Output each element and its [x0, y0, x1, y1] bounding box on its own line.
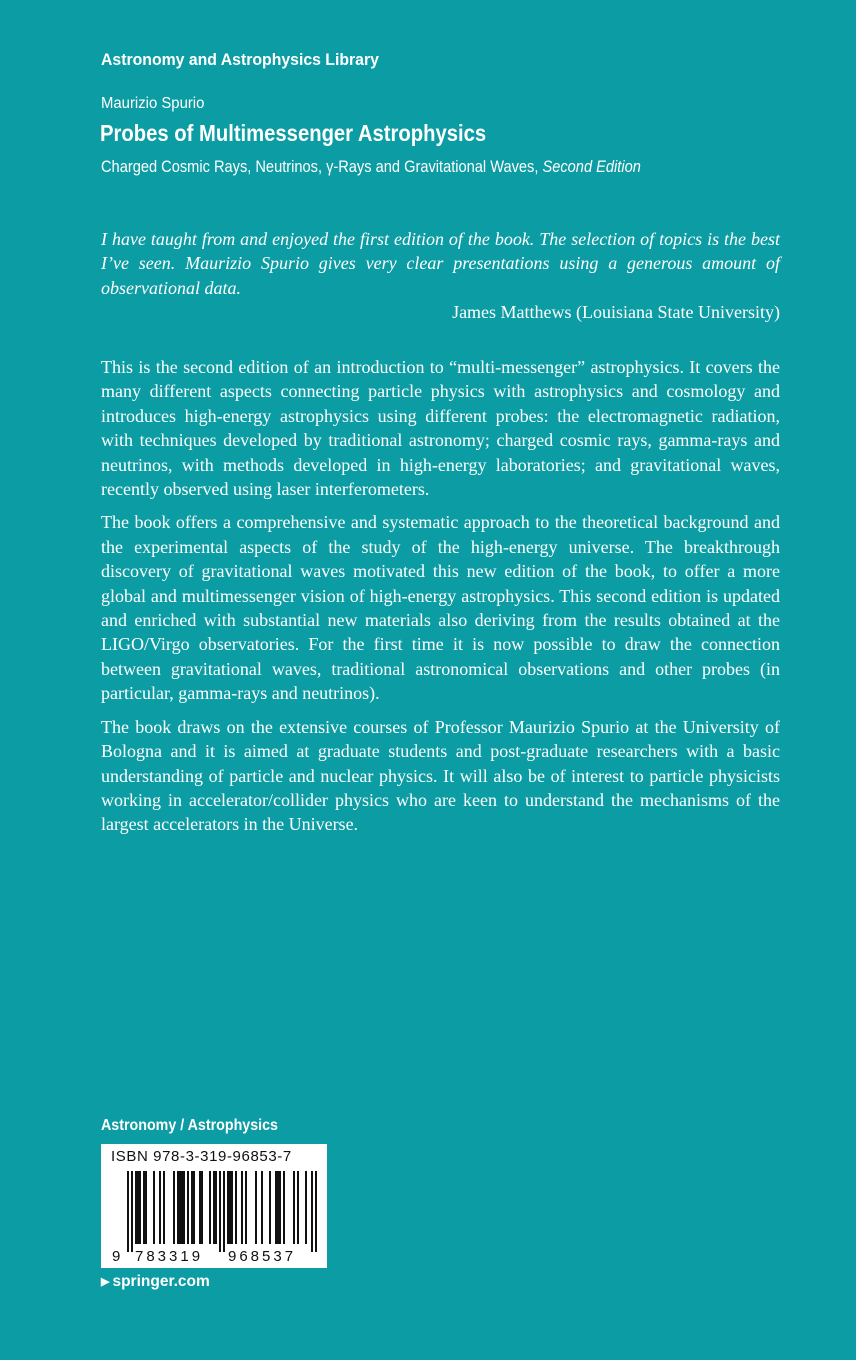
barcode-bar [315, 1171, 317, 1252]
play-arrow-icon: ▶ [101, 1276, 110, 1288]
blurb [101, 355, 780, 846]
barcode-bar [201, 1171, 203, 1244]
blurb-paragraph: The book draws on the extensive courses of Professor Maurizio Spurio at the University of Bologna and it is aimed at graduate students and post-graduate researchers with a basic understanding of particle and nuclear physics. It will also be of interest to particle physicists working in accelerator/collider physics who are keen to understand the mechanisms of the largest accelerators in the Universe. [101, 716, 780, 835]
barcode-bar [183, 1171, 185, 1244]
barcode-digits-left: 783319 [135, 1248, 204, 1265]
review-quote: I have taught from and enjoyed the first edition of the book. The selection of topics is the best I’ve seen. Maurizio Spurio gives very clear presentations using a generous amount of observational data. [101, 229, 780, 298]
book-subtitle [101, 157, 641, 177]
series-name: Astronomy and Astrophysics Library [101, 50, 379, 69]
barcode-bar [127, 1171, 129, 1252]
barcode-digits-right: 968537 [228, 1248, 297, 1265]
barcode-bar [179, 1171, 181, 1244]
barcode-bar [187, 1171, 189, 1244]
barcode-bar [305, 1171, 307, 1244]
barcode-bar [209, 1171, 211, 1244]
barcode-bar [163, 1171, 165, 1244]
barcode-bar [139, 1171, 141, 1244]
barcode-bar [235, 1171, 237, 1244]
barcode-bar [137, 1171, 139, 1244]
barcode-bar [275, 1171, 277, 1244]
barcode-bar [145, 1171, 147, 1244]
barcode-bar [229, 1171, 231, 1244]
barcode-bar [227, 1171, 229, 1244]
barcode-bar [297, 1171, 299, 1244]
subject-category: Astronomy / Astrophysics [101, 1117, 278, 1134]
barcode-bar [191, 1171, 193, 1244]
barcode-bar [177, 1171, 179, 1244]
barcode-bar [159, 1171, 161, 1244]
barcode-bar [193, 1171, 195, 1244]
barcode-bar [135, 1171, 137, 1244]
quote-attribution: James Matthews (Louisiana State University) [452, 302, 780, 322]
blurb-paragraph: This is the second edition of an introduction to “multi-messenger” astrophysics. It covers the many different aspects connecting particle physics with astrophysics and cosmology and introduces high-energy astrophysics using different probes: the electromagnetic radiation, with techniques developed by traditional astronomy; charged cosmic rays, gamma-rays and neutrinos, with methods developed in high-energy laboratories; and gravitational waves, recently observed using laser interferometers. [101, 357, 780, 500]
barcode-graphic [101, 1144, 327, 1268]
barcode-bar [261, 1171, 263, 1244]
isbn-label: ISBN 978-3-319-96853-7 [111, 1148, 292, 1165]
barcode-bar [255, 1171, 257, 1244]
isbn-barcode [101, 1144, 327, 1268]
barcode-bar [293, 1171, 295, 1244]
blurb-paragraph: The book offers a comprehensive and systematic approach to the theoretical background and the experimental aspects of the study of the high-energy universe. The breakthrough discovery of gravitational waves motivated this new edition of the book, to offer a more global and multimessenger vision of high-energy astrophysics. This second edition is updated and enriched with substantial new materials also deriving from the results obtained at the LIGO/Virgo observatories. For the first time it is now possible to draw the connection between gravitational waves, traditional astronomical observations and other probes (in particular, gamma-rays and neutrinos). [101, 512, 780, 704]
barcode-bar [311, 1171, 313, 1252]
barcode-digit-lead: 9 [112, 1248, 121, 1265]
barcode-bar [277, 1171, 279, 1244]
subtitle-text: Charged Cosmic Rays, Neutrinos, γ-Rays and Gravitational Waves, [101, 157, 539, 176]
author-name: Maurizio Spurio [101, 95, 205, 112]
barcode-bar [153, 1171, 155, 1244]
barcode-bar [213, 1171, 215, 1244]
barcode-bar [131, 1171, 133, 1252]
barcode-bar [143, 1171, 145, 1244]
barcode-bar [219, 1171, 221, 1252]
publisher-link[interactable] [101, 1273, 210, 1291]
barcode-bar [181, 1171, 183, 1244]
publisher-url: springer.com [112, 1273, 210, 1290]
barcode-bar [223, 1171, 225, 1252]
edition-label: Second Edition [542, 157, 641, 176]
barcode-bar [241, 1171, 243, 1244]
barcode-bar [269, 1171, 271, 1244]
barcode-bar [173, 1171, 175, 1244]
barcode-bar [215, 1171, 217, 1244]
barcode-bar [279, 1171, 281, 1244]
barcode-bar [199, 1171, 201, 1244]
barcode-bar [231, 1171, 233, 1244]
barcode-bar [283, 1171, 285, 1244]
book-title: Probes of Multimessenger Astrophysics [100, 120, 487, 146]
barcode-bar [245, 1171, 247, 1244]
